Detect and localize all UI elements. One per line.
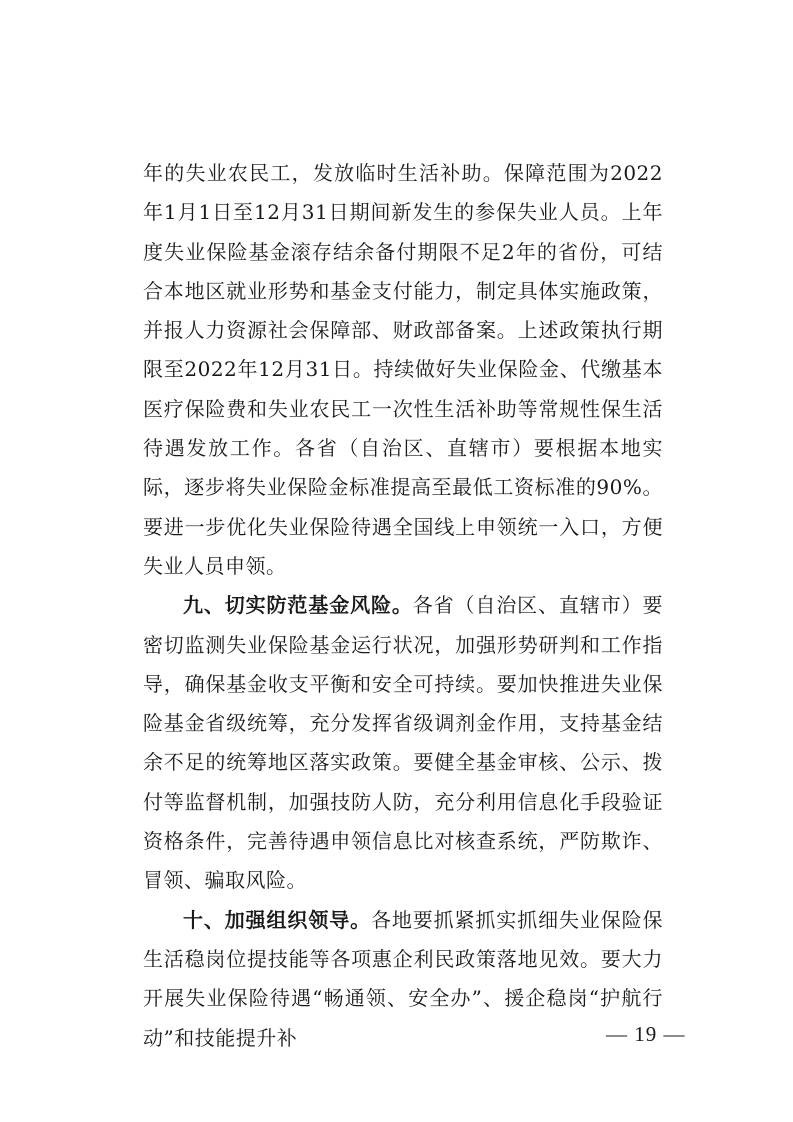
paragraph-section-ten	[143, 901, 663, 1058]
section-heading-nine: 九、切实防范基金风险。	[183, 593, 413, 618]
paragraph-text: 各地要抓紧抓实抓细失业保险保生活稳岗位提技能等各项惠企利民政策落地见效。要大力开展失业保险待遇“畅通领、安全办”、援企稳岗“护航行动”和技能提升补	[143, 907, 664, 1050]
paragraph-continuation	[143, 154, 663, 586]
paragraph-section-nine	[143, 586, 663, 900]
paragraph-text: 年的失业农民工，发放临时生活补助。保障范围为2022年1月1日至12月31日期间新发生的参保失业人员。上年度失业保险基金滚存结余备付期限不足2年的省份，可结合本地区就业形势和基金支付能力，制定具体实施政策，并报人力资源社会保障部、财政部备案。上述政策执行期限至2022年12月31日。持续做好失业保险金、代缴基本医疗保险费和失业农民工一次性生活补助等常规性保生活待遇发放工作。各省（自治区、直辖市）要根据本地实际，逐步将失业保险金标准提高至最低工资标准的90%。要进一步优化失业保险待遇全国线上申领统一入口，方便失业人员申领。	[143, 161, 663, 578]
document-body	[143, 154, 663, 1058]
paragraph-text: 各省（自治区、直辖市）要密切监测失业保险基金运行状况，加强形势研判和工作指导，确保基金收支平衡和安全可持续。要加快推进失业保险基金省级统筹，充分发挥省级调剂金作用，支持基金结余不足的统筹地区落实政策。要健全基金审核、公示、拨付等监督机制，加强技防人防，充分利用信息化手段验证资格条件，完善待遇申领信息比对核查系统，严防欺诈、冒领、骗取风险。	[143, 593, 663, 893]
page-number: — 19 —	[606, 1022, 686, 1046]
section-heading-ten: 十、加强组织领导。	[183, 907, 371, 932]
